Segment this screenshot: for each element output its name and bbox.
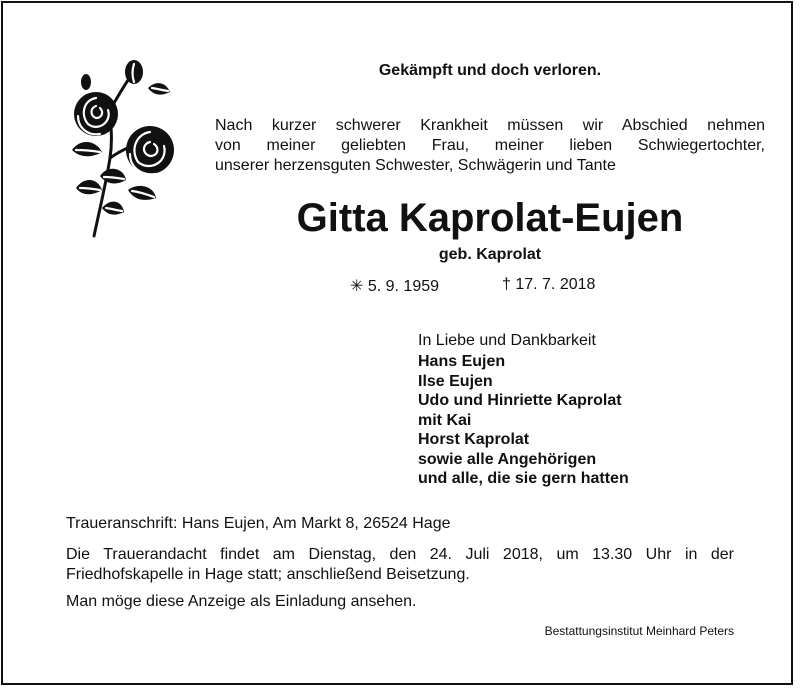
mourners-list bbox=[418, 352, 629, 489]
death-date: † 17. 7. 2018 bbox=[502, 276, 596, 293]
intro-text bbox=[215, 116, 765, 176]
deceased-name: Gitta Kaprolat-Eujen bbox=[296, 196, 684, 240]
mourner-item: Ilse Eujen bbox=[418, 372, 493, 390]
mourner-item: Hans Eujen bbox=[418, 353, 506, 370]
intro-line: unserer herzensguten Schwester, Schwägerin und Tante bbox=[215, 157, 616, 174]
service-line: Friedhofskapelle in Hage statt; anschließend Beisetzung. bbox=[66, 566, 470, 583]
maiden-name: geb. Kaprolat bbox=[438, 246, 542, 263]
motto: Gekämpft und doch verloren. bbox=[378, 62, 602, 79]
mourner-item: und alle, die sie gern hatten bbox=[418, 470, 629, 487]
mourning-address: Traueranschrift: Hans Eujen, Am Markt 8, 26524 Hage bbox=[66, 515, 451, 532]
rose-icon bbox=[66, 58, 178, 238]
invitation-note: Man möge diese Anzeige als Einladung ansehen. bbox=[66, 593, 417, 610]
birth-date: ✳ 5. 9. 1959 bbox=[350, 278, 440, 295]
mourner-item: Horst Kaprolat bbox=[418, 431, 530, 448]
undertaker-credit: Bestattungsinstitut Meinhard Peters bbox=[544, 624, 734, 638]
dedication-line: In Liebe und Dankbarkeit bbox=[418, 332, 596, 349]
mourner-item: mit Kai bbox=[418, 411, 472, 429]
intro-line: von meiner geliebten Frau, meiner lieben Schwiegertochter, bbox=[215, 137, 765, 154]
mourner-item: Udo und Hinriette Kaprolat bbox=[418, 392, 622, 409]
intro-line: Nach kurzer schwerer Krankheit müssen wir Abschied nehmen bbox=[215, 117, 765, 134]
mourner-item: sowie alle Angehörigen bbox=[418, 450, 597, 468]
service-info bbox=[66, 545, 734, 585]
service-line: Die Trauerandacht findet am Dienstag, den 24. Juli 2018, um 13.30 Uhr in der bbox=[66, 546, 734, 563]
